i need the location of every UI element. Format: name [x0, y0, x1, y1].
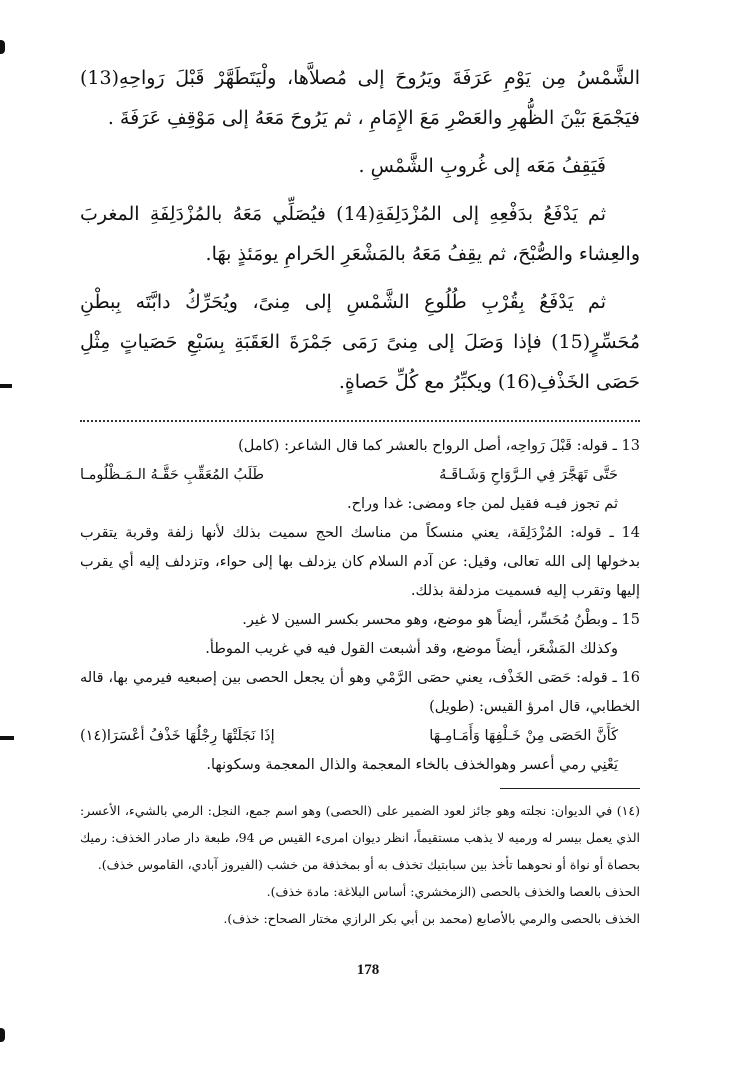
main-text	[80, 58, 640, 402]
footnote-line-2: الحذف بالعصا والخذف بالحصى (الزمخشري: أساس البلاغة: مادة خذف).	[266, 884, 640, 899]
page-content	[80, 58, 640, 932]
footnote-rule	[500, 788, 640, 789]
main-paragraph-3: ثم يَدْفَعُ بدَفْعِهِ إلى المُزْدَلِفَةِ(14) فيُصَلِّي مَعَهُ بالمُزْدَلِفَةِ المغربَ والعِشاء والصُّبْحَ، ثم يقِفُ مَعَهُ بالمَشْعَرِ الحَرامِ يومَئذٍ بهَا.	[80, 203, 640, 265]
note-14: 14 ـ قوله: المُزْدَلِفَة، يعني منسكاً من مناسك الحج سميت بذلك لأنها زلفة وقربة يتقرب بدخولها إلى الله تعالى، وقيل: عن آدم السلام كان يزدلف بها إلى حواء، وتزدلف إليه أي يقرب إليها وتقرب إليه فسميت مزدلفة بذلك.	[80, 525, 640, 599]
note-13-end: ثم تجوز فيـه فقيل لمن جاء ومضى: غدا وراح.	[347, 496, 618, 512]
footnotes	[80, 797, 640, 932]
note-15-sub: وكذلك المَشْعَر، أيضاً موضع، وقد أشبعت القول فيه في غريب الموطأ.	[205, 641, 618, 657]
scan-mark-bottom-left	[0, 1028, 5, 1042]
main-paragraph-2: فَيَقِفُ مَعَه إلى غُروبِ الشَّمْسِ .	[358, 155, 606, 177]
scan-mark-left-1	[0, 384, 12, 388]
verse-hemistich-left: إذَا نَجَلَتْهَا رِجْلُهَا خَذْفُ أعْسَرَا(١٤)	[80, 728, 275, 744]
note-16-end: يَعْنِي رمي أعسر وهوالخذف بالخاء المعجمة والذال المعجمة وسكونها.	[206, 757, 618, 773]
page-number: 178	[356, 962, 380, 978]
note-15: 15 ـ وبطْنُ مُحَسِّر، أيضاً هو موضع، وهو محسر بكسر السين لا غير.	[242, 612, 640, 628]
note-13: 13 ـ قوله: قَبْلَ رَواحِه، أصل الرواح بالعشر كما قال الشاعر: (كامل)	[238, 438, 640, 454]
note-16-verse	[80, 722, 640, 751]
verse-hemistich-right: كَأَنَّ الحَصَى مِنْ خَـلْفِهَا وَأَمَـامِـهَا	[429, 728, 618, 744]
main-paragraph-4: ثم يَدْفَعُ بِقُرْبِ طُلُوعِ الشَّمْسِ إلى مِنىً، ويُحَرِّكُ دابَّتَه بِبطْنِ مُحَسِّرٍ(15) فإذا وَصَلَ إلى مِنىً رَمَى جَمْرَةَ العَقَبَةِ بِسَبْعِ حَصَياتٍ مِثْلِ حَصَى الخَذْفِ(16) ويكبِّرُ مع كُلِّ حَصاةٍ.	[80, 291, 640, 393]
scan-mark-left-2	[0, 736, 14, 740]
footnote-14: (١٤) في الديوان: نجلته وهو جائز لعود الضمير على (الحصى) وهو اسم جمع، النجل: الرمي بالشيء، الأعسر: الذي يعمل بيسر له ورميه لا يذهب مستقيماً، انظر ديوان امرىء القيس ص 94، طبعة دار صادر الخذف: رميك بحصاة أو نواة أو نحوهما تأخذ بين سبابتيك تخذف به أو بمخذفة من خشب (الفيروز آبادي، القاموس خذف).	[80, 803, 641, 872]
scan-mark-top-left	[0, 40, 5, 54]
dotted-divider	[80, 420, 640, 422]
note-16: 16 ـ قوله: حَصَى الخَذْف، يعني حصَى الرَّمْي وهو أن يجعل الحصى بين إصبعيه فيرمي بها، قاله الخطابي، قال امرؤ القيس: (طويل)	[80, 670, 640, 715]
verse-hemistich-right: حَتَّى تَهَجَّرَ فِي الـرَّوَاحِ وَشَـاقَـهُ	[439, 467, 618, 483]
commentary-notes	[80, 432, 640, 780]
verse-hemistich-left: طَلَبُ المُعَقِّبِ حَقَّـهُ الـمَـظْلُومـا	[80, 467, 265, 483]
main-paragraph-1: الشَّمْسُ مِن يَوْمِ عَرَفَةَ ويَرُوحَ إلى مُصلاَّها، ولْيَتَطَهَّرْ قَبْلَ رَواحِهِ(13) فيَجْمَعَ بَيْنَ الظُّهرِ والعَصْرِ مَعَ الإِمَامِ ، ثم يَرُوحَ مَعَهُ إلى مَوْقِفِ عَرَفَةَ .	[80, 67, 640, 129]
footnote-line-3: الخذف بالحصى والرمي بالأصابع (محمد بن أبي بكر الرازي مختار الصحاح: خذف).	[223, 911, 640, 926]
note-13-verse	[80, 461, 640, 490]
